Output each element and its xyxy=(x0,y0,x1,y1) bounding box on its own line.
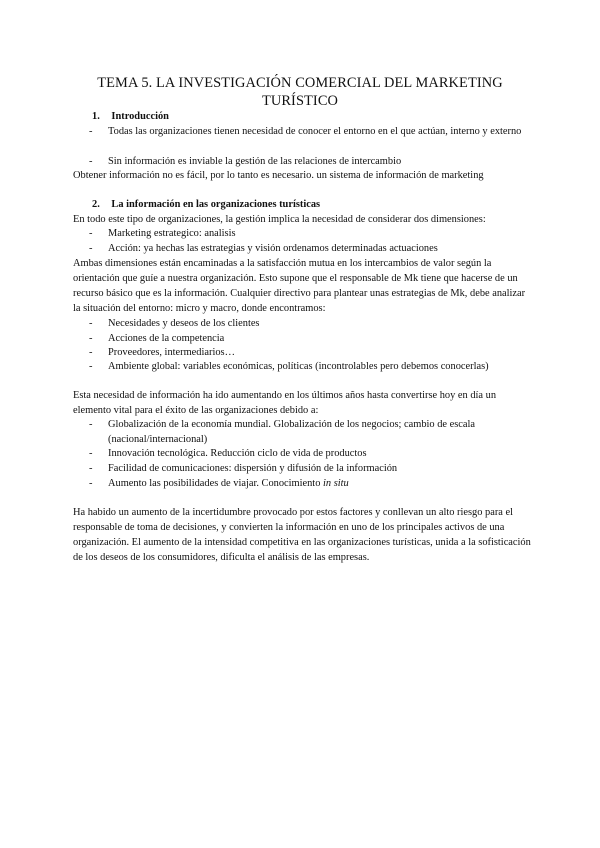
list-item xyxy=(89,316,529,331)
bullet-dash: - xyxy=(89,419,93,430)
list-item xyxy=(89,446,529,461)
paragraph: En todo este tipo de organizaciones, la gestión implica la necesidad de considerar dos dimensiones: xyxy=(73,214,486,225)
bullet-dash: - xyxy=(89,156,93,167)
bullet-dash: - xyxy=(89,347,93,358)
list-item-text xyxy=(108,476,529,491)
bullet-dash: - xyxy=(89,126,93,137)
list-item xyxy=(89,331,529,346)
italic-term: in situ xyxy=(323,478,349,489)
document-title xyxy=(60,74,540,110)
list-item xyxy=(89,154,529,169)
list-item xyxy=(89,417,529,447)
bullet-dash: - xyxy=(89,318,93,329)
title-line-1: TEMA 5. LA INVESTIGACIÓN COMERCIAL DEL MARKETING xyxy=(97,75,503,91)
list-item-text: Marketing estrategico: analisis xyxy=(108,228,236,239)
list-item-text: Facilidad de comunicaciones: dispersión y difusión de la información xyxy=(108,463,398,474)
list-item-text: Globalización de la economía mundial. Globalización de los negocios; cambio de escala (nacional/internacional) xyxy=(108,419,476,445)
section-number: 1. xyxy=(92,111,100,122)
title-line-2: TURÍSTICO xyxy=(261,93,339,109)
bullet-dash: - xyxy=(89,243,93,254)
list-item xyxy=(89,226,529,241)
list-item-text: Ambiente global: variables económicas, políticas (incontrolables pero debemos conocerlas) xyxy=(108,361,489,372)
section-heading-text: Introducción xyxy=(111,111,169,122)
list-item xyxy=(89,241,529,256)
section-number: 2. xyxy=(92,199,100,210)
list-item xyxy=(89,345,529,360)
list-item xyxy=(89,476,529,491)
list-item-text: Acciones de la competencia xyxy=(108,333,225,344)
bullet-dash: - xyxy=(89,228,93,239)
bullet-dash: - xyxy=(89,463,93,474)
list-item-text: Necesidades y deseos de los clientes xyxy=(108,318,260,329)
list-item-text: Innovación tecnológica. Reducción ciclo de vida de productos xyxy=(108,448,367,459)
list-item-text: Todas las organizaciones tienen necesidad de conocer el entorno en el que actúan, interno y externo xyxy=(108,126,522,137)
bullet-dash: - xyxy=(89,361,93,372)
list-item-text: Sin información es inviable la gestión de las relaciones de intercambio xyxy=(108,156,402,167)
bullet-dash: - xyxy=(89,448,93,459)
list-item-text: Acción: ya hechas las estrategias y visión ordenamos determinadas actuaciones xyxy=(108,243,438,254)
list-item xyxy=(89,461,529,476)
paragraph: Obtener información no es fácil, por lo tanto es necesario. un sistema de información de marketing xyxy=(73,170,484,181)
section-heading-1 xyxy=(92,109,169,124)
paragraph: Esta necesidad de información ha ido aumentando en los últimos años hasta convertirse hoy en día un elemento vital para el éxito de las organizaciones debido a: xyxy=(73,390,497,416)
section-heading-2 xyxy=(92,197,320,212)
bullet-dash: - xyxy=(89,478,93,489)
list-item xyxy=(89,359,529,374)
list-item xyxy=(89,124,529,139)
section-heading-text: La información en las organizaciones turísticas xyxy=(111,199,321,210)
paragraph: Ha habido un aumento de la incertidumbre provocado por estos factores y conllevan un alto riesgo para el responsable de toma de decisiones, y convierten la información en uno de los principales activos de una organización. El aumento de la intensidad competitiva en las organizaciones turísticas, unida a la sofisticación de los deseos de los consumidores, dificulta el análisis de las empresas. xyxy=(73,507,531,563)
list-item-text: Proveedores, intermediarios… xyxy=(108,347,235,358)
list-item-text-main: Aumento las posibilidades de viajar. Conocimiento xyxy=(108,478,321,489)
paragraph: Ambas dimensiones están encaminadas a la satisfacción mutua en los intercambios de valor según la orientación que guíe a nuestra organización. Esto supone que el responsable de Mk tiene que hacerse de un recurso básico que es la información. Cualquier directivo para plantear unas estrategias de Mk, debe analizar la situación del entorno: micro y macro, donde encontramos: xyxy=(73,258,526,314)
bullet-dash: - xyxy=(89,333,93,344)
